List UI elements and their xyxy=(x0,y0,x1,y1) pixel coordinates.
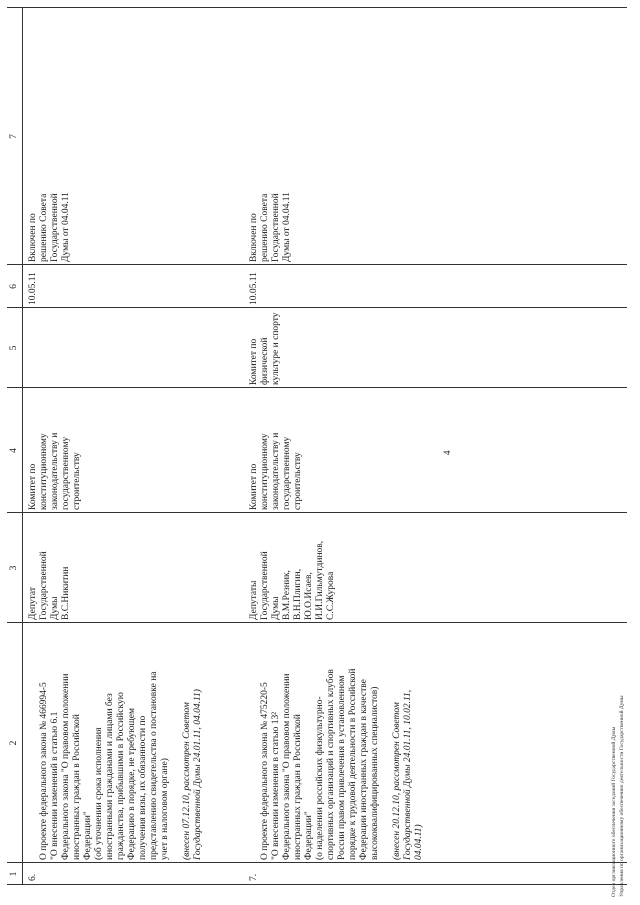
inclusion-status: Включен по решению Совета Государственной Думы от 04.04.11 xyxy=(249,192,292,262)
row-number: 6. xyxy=(28,873,38,881)
header-col-3: 3 xyxy=(9,565,19,571)
header-col-6: 6 xyxy=(9,284,19,289)
responsible-committee: Комитет по конституционному законодательству и государственному строительству xyxy=(249,432,303,510)
header-col-4: 4 xyxy=(9,448,19,453)
col-border xyxy=(7,307,627,308)
bill-authors: Депутат Государственной Думы В.С.Никитин xyxy=(28,551,71,620)
col-border xyxy=(7,622,627,623)
header-col-1: 1 xyxy=(9,871,19,877)
header-divider xyxy=(22,7,23,885)
col-border xyxy=(7,264,627,265)
row-number: 7. xyxy=(249,873,259,881)
bills-table xyxy=(7,7,627,885)
header-col-2: 2 xyxy=(9,740,19,746)
scheduled-date: 10.05.11 xyxy=(28,272,38,305)
header-col-5: 5 xyxy=(9,345,19,351)
inclusion-status: Включен по решению Совета Государственной Думы от 04.04.11 xyxy=(28,192,71,262)
bill-history-note: (внесен 07.12.10, рассмотрен Советом Государственной Думы 24.01.11, 04.04.11) xyxy=(182,689,203,860)
footer-directorate: Управления по организационному обеспечению деятельности Государственной Думы xyxy=(619,695,625,897)
scheduled-date: 10.05.11 xyxy=(249,272,259,305)
col-border xyxy=(7,387,627,388)
header-col-7: 7 xyxy=(9,134,19,139)
responsible-committee: Комитет по конституционному законодательству и государственному строительству xyxy=(28,432,82,510)
col-border xyxy=(7,7,627,8)
bill-description xyxy=(28,624,215,860)
col-border xyxy=(7,862,627,863)
bill-title: О проекте федерального закона № 466994-5 "О внесении изменений в статью 6.1 Федерального закона "О правовом положении иностранных граждан в Российской Федерации" (об уточнении срока исполнения иностранными гражданами и лицами без гражданства, прибывшими в Российскую Федерацию в порядке, не требующем получения визы, их обязанности по представлению свидетельства о постановке на учет в налоговом органе) xyxy=(39,671,170,860)
col-border xyxy=(7,884,627,885)
footer-department: Отдел организационного обеспечения заседаний Государственной Думы xyxy=(611,726,617,897)
bill-history-note: (внесен 20.12.10, рассмотрен Советом Государственной Думы 24.01.11, 10.02.11, 04.04.11) xyxy=(392,689,424,860)
bill-title: О проекте федерального закона № 475220-5 "О внесении изменения в статью 13² Федерального закона "О правовом положении иностранных граждан в Российской Федерации" (о наделении российских физкультурно- спортивных организаций и спортивных клубов России правом привлечения в установленном порядке к трудовой деятельности в Российской Федерации иностранных граждан в качестве высококвалифицированных специалистов) xyxy=(260,668,380,860)
bill-authors: Депутаты Государственной Думы В.М.Резник, В.Н.Плигин, Ю.О.Исаев, И.И.Гильмутдинов, С.С.Журова xyxy=(249,540,336,620)
col-border xyxy=(7,512,627,513)
bill-description xyxy=(249,624,436,860)
page-number: 4 xyxy=(442,450,452,455)
co-committee: Комитет по физической культуре и спорту xyxy=(249,312,281,385)
